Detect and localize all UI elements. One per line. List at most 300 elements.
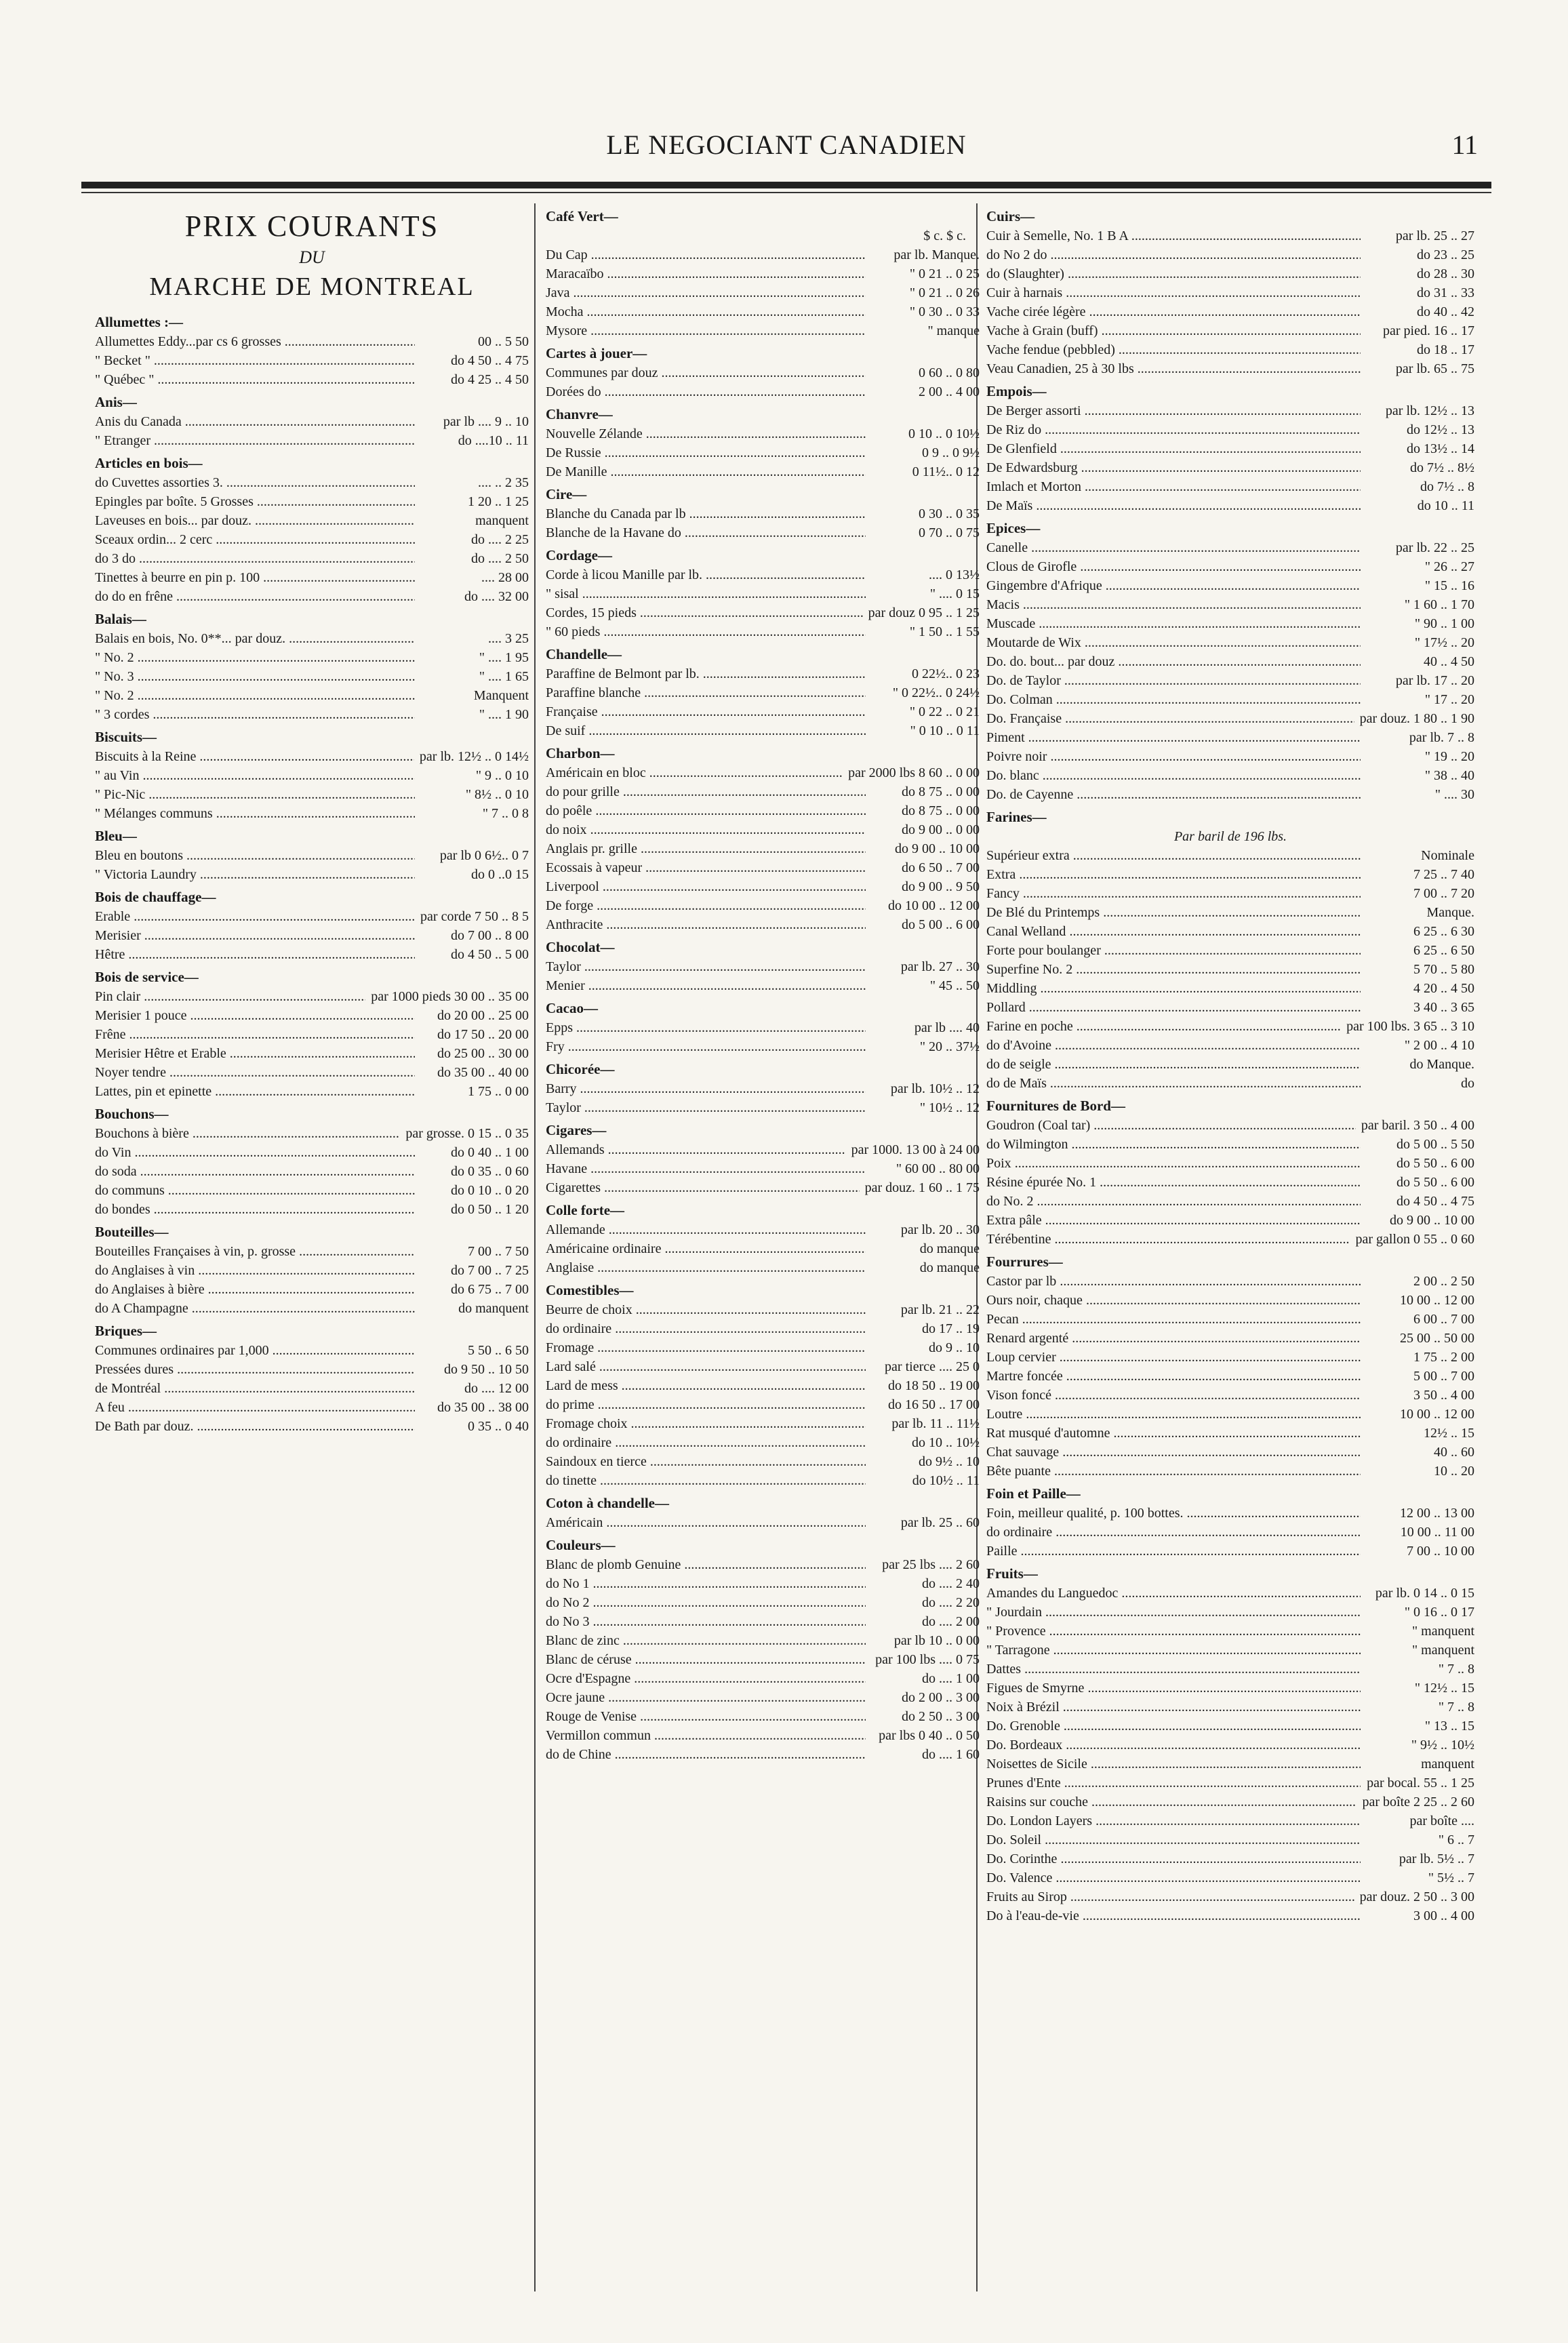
price-row	[986, 1717, 1474, 1736]
item-name: do do en frêne .....	[95, 587, 415, 606]
price-row	[546, 1726, 980, 1745]
price-row	[95, 1200, 529, 1219]
price-row	[546, 584, 980, 603]
category-heading: Cacao—	[546, 1000, 598, 1016]
running-title: LE NEGOCIANT CANADIEN	[606, 129, 967, 160]
item-price: 10 00 .. 12 00	[1400, 1293, 1474, 1308]
price-row	[986, 941, 1474, 960]
item-price: 0 30 .. 0 35	[919, 506, 980, 521]
item-name: " 3 cordes .....	[95, 705, 415, 724]
item-price: " .... 1 95	[479, 650, 529, 665]
category-heading: Balais—	[95, 611, 146, 627]
item-price: do 10½ .. 11	[912, 1473, 980, 1488]
item-price: do .... 2 20	[922, 1595, 980, 1610]
price-row	[986, 1424, 1474, 1443]
item-price: 5 00 .. 7 00	[1413, 1369, 1474, 1384]
category-heading: Foin et Paille—	[986, 1485, 1081, 1502]
price-row	[986, 747, 1474, 766]
item-name: do Anglaises à vin .....	[95, 1261, 415, 1280]
price-row	[95, 492, 529, 511]
price-row	[95, 1379, 529, 1398]
price-row	[546, 1452, 980, 1471]
item-name: Do. Bordeaux .....	[986, 1736, 1361, 1755]
price-row	[986, 1154, 1474, 1173]
price-row	[986, 1367, 1474, 1386]
category-heading: Allumettes :—	[95, 314, 184, 330]
item-price: 10 00 .. 12 00	[1400, 1407, 1474, 1422]
item-name: Do. Française .....	[986, 709, 1354, 728]
item-price: 3 50 .. 4 00	[1413, 1388, 1474, 1403]
section-title: PRIX COURANTS	[184, 209, 439, 243]
item-price: do 7½ .. 8½	[1410, 460, 1474, 475]
item-name: Chat sauvage .....	[986, 1443, 1361, 1462]
item-price: " 8½ .. 0 10	[465, 787, 529, 802]
item-price: do .... 1 00	[922, 1671, 980, 1686]
section-title-du: DU	[299, 247, 325, 267]
item-name: Imlach et Morton .....	[986, 477, 1361, 496]
item-price: do 10 .. 10½	[912, 1435, 980, 1450]
item-price: do 8 75 .. 0 00	[902, 784, 980, 799]
item-price: " manque	[927, 323, 980, 338]
item-price: " 26 .. 27	[1424, 559, 1474, 574]
price-row	[546, 976, 980, 995]
item-price: par lb .... 9 .. 10	[443, 414, 529, 429]
price-row	[546, 264, 980, 283]
item-price: 2 00 .. 4 00	[919, 384, 980, 399]
item-price: 2 00 .. 2 50	[1413, 1274, 1474, 1289]
item-price: par lb. 12½ .. 0 14½	[419, 749, 529, 764]
item-price: do 5 50 .. 6 00	[1396, 1156, 1474, 1171]
item-name: do poêle .....	[546, 801, 866, 820]
item-name: " No. 2 .....	[95, 648, 415, 667]
item-name: " au Vin .....	[95, 766, 415, 785]
item-price: 1 20 .. 1 25	[468, 494, 529, 509]
item-name: De forge .....	[546, 896, 866, 915]
price-row	[986, 1173, 1474, 1192]
item-price: .... 3 25	[488, 631, 529, 646]
item-name: do de Maïs .....	[986, 1074, 1361, 1093]
item-price: do 17 .. 19	[922, 1321, 980, 1336]
price-row	[986, 439, 1474, 458]
item-name: Piment .....	[986, 728, 1361, 747]
category-heading: Cigares—	[546, 1122, 607, 1138]
price-row	[986, 1310, 1474, 1329]
price-row	[986, 1793, 1474, 1811]
header-rule	[81, 182, 1491, 188]
price-row	[95, 667, 529, 686]
item-price: 7 25 .. 7 40	[1413, 867, 1474, 882]
price-row	[95, 945, 529, 964]
price-row	[986, 1542, 1474, 1561]
item-name: do (Slaughter) .....	[986, 264, 1361, 283]
item-name: Résine épurée No. 1 .....	[986, 1173, 1361, 1192]
item-price: do 35 00 .. 38 00	[437, 1400, 529, 1415]
price-row	[986, 340, 1474, 359]
item-price: do 9 .. 10	[929, 1340, 980, 1355]
item-name: " Mélanges communs .....	[95, 804, 415, 823]
item-price: " 15 .. 16	[1424, 578, 1474, 593]
item-price: 0 11½.. 0 12	[912, 464, 980, 479]
item-price: par lb. 5½ .. 7	[1399, 1851, 1474, 1866]
price-row	[546, 1300, 980, 1319]
price-row	[986, 785, 1474, 804]
item-name: Noisettes de Sicile .....	[986, 1755, 1361, 1774]
item-price: 3 40 .. 3 65	[1413, 1000, 1474, 1015]
price-row	[546, 1612, 980, 1631]
price-row	[546, 1376, 980, 1395]
price-row	[986, 614, 1474, 633]
price-row	[986, 1272, 1474, 1291]
item-name: Noix à Brézil .....	[986, 1698, 1361, 1717]
item-price: do 10 00 .. 12 00	[888, 898, 980, 913]
price-row	[986, 321, 1474, 340]
price-row	[986, 846, 1474, 865]
item-name: do soda .....	[95, 1162, 415, 1181]
item-price: par grosse. 0 15 .. 0 35	[405, 1126, 529, 1141]
item-name: do No 3 .....	[546, 1612, 866, 1631]
category-heading: Comestibles—	[546, 1282, 634, 1298]
item-price: manquent	[1421, 1757, 1474, 1771]
item-price: do 10 .. 11	[1417, 498, 1474, 513]
price-row	[546, 565, 980, 584]
item-price: " 7 .. 8	[1438, 1700, 1474, 1715]
price-row	[986, 1755, 1474, 1774]
item-name: Fancy .....	[986, 884, 1361, 903]
category-heading: Fruits—	[986, 1565, 1038, 1582]
price-row	[986, 1504, 1474, 1523]
item-name: Goudron (Coal tar) .....	[986, 1116, 1356, 1135]
price-row	[986, 359, 1474, 378]
item-price: 4 20 .. 4 50	[1413, 981, 1474, 996]
item-name: do tinette .....	[546, 1471, 866, 1490]
item-price: par lb. 7 .. 8	[1409, 730, 1474, 745]
price-row	[986, 1443, 1474, 1462]
item-name: do noix .....	[546, 820, 866, 839]
item-name: do Vin .....	[95, 1143, 415, 1162]
item-price: do 40 .. 42	[1417, 304, 1474, 319]
item-price: par lbs 0 40 .. 0 50	[879, 1728, 980, 1743]
item-name: Laveuses en bois... par douz. .....	[95, 511, 415, 530]
item-name: De Blé du Printemps .....	[986, 903, 1361, 922]
price-row	[986, 557, 1474, 576]
item-price: 6 25 .. 6 30	[1413, 924, 1474, 939]
item-price: " 0 16 .. 0 17	[1404, 1605, 1474, 1620]
item-price: do .... 12 00	[464, 1381, 529, 1396]
item-name: Fruits au Sirop .....	[986, 1887, 1354, 1906]
price-row	[986, 652, 1474, 671]
item-price: do 5 50 .. 6 00	[1396, 1175, 1474, 1190]
item-price: 0 35 .. 0 40	[468, 1419, 529, 1434]
price-row	[95, 648, 529, 667]
price-row	[986, 477, 1474, 496]
price-row	[95, 686, 529, 705]
price-row	[546, 1433, 980, 1452]
category-heading: Fournitures de Bord—	[986, 1098, 1125, 1114]
item-price: manquent	[475, 513, 529, 528]
price-row	[546, 1220, 980, 1239]
price-row	[986, 1329, 1474, 1348]
price-row	[95, 511, 529, 530]
item-price: " 0 30 .. 0 33	[909, 304, 980, 319]
price-row	[986, 226, 1474, 245]
price-row	[986, 709, 1474, 728]
price-row	[986, 264, 1474, 283]
item-name: Blanc de céruse .....	[546, 1650, 866, 1669]
item-name: Frêne .....	[95, 1025, 415, 1044]
item-price: do Manque.	[1409, 1057, 1474, 1072]
item-name: Do. Valence .....	[986, 1868, 1361, 1887]
item-price: par 100 lbs. 3 65 .. 3 10	[1346, 1019, 1474, 1034]
category-heading: Charbon—	[546, 745, 615, 761]
item-name: Do. Corinthe .....	[986, 1849, 1361, 1868]
item-name: Do. Soleil .....	[986, 1830, 1361, 1849]
item-price: 1 75 .. 2 00	[1413, 1350, 1474, 1365]
category-note: Par baril de 196 lbs.	[1173, 829, 1287, 844]
price-row	[986, 458, 1474, 477]
item-price: Manque.	[1426, 905, 1474, 920]
item-name: Corde à licou Manille par lb. .....	[546, 565, 866, 584]
price-row	[986, 1906, 1474, 1925]
item-price: par lb. 12½ .. 13	[1385, 403, 1474, 418]
category-heading: Epices—	[986, 520, 1041, 536]
price-row	[986, 979, 1474, 998]
price-row	[546, 801, 980, 820]
category-heading: Empois—	[986, 383, 1047, 399]
price-row	[95, 1181, 529, 1200]
item-name: Allemande .....	[546, 1220, 866, 1239]
category-heading: Fourrures—	[986, 1254, 1063, 1270]
item-name: Taylor .....	[546, 1098, 866, 1117]
price-row	[95, 1341, 529, 1360]
price-sections	[986, 206, 1474, 1925]
price-row	[546, 683, 980, 702]
item-name: " Provence .....	[986, 1622, 1361, 1641]
item-name: do de Chine .....	[546, 1745, 866, 1764]
price-row	[986, 1405, 1474, 1424]
item-price: do .... 2 25	[471, 532, 529, 547]
item-price: par lb. 0 14 .. 0 15	[1375, 1586, 1474, 1601]
item-name: do No 2 do .....	[986, 245, 1361, 264]
category-heading: Chandelle—	[546, 646, 622, 662]
item-name: Fromage choix .....	[546, 1414, 866, 1433]
price-row	[986, 903, 1474, 922]
price-row	[986, 1211, 1474, 1230]
item-price: do 35 00 .. 40 00	[437, 1065, 529, 1080]
category-heading: Couleurs—	[546, 1537, 616, 1553]
price-row	[546, 858, 980, 877]
item-price: do .... 2 50	[471, 551, 529, 566]
item-name: Anthracite .....	[546, 915, 866, 934]
item-price: par lb. 27 .. 30	[900, 959, 980, 974]
item-price: " manquent	[1411, 1643, 1474, 1658]
item-price: do manque	[919, 1260, 980, 1275]
item-price: do 17 50 .. 20 00	[437, 1027, 529, 1042]
item-price: 12 00 .. 13 00	[1400, 1506, 1474, 1521]
price-row	[986, 1523, 1474, 1542]
item-name: Fromage .....	[546, 1338, 866, 1357]
category-heading: Farines—	[986, 809, 1047, 825]
price-row	[986, 865, 1474, 884]
item-price: " 0 21 .. 0 26	[909, 285, 980, 300]
item-price: do .... 32 00	[464, 589, 529, 604]
item-price: par douz. 2 50 .. 3 00	[1359, 1889, 1474, 1904]
item-name: Mysore .....	[546, 321, 866, 340]
item-name: " No. 2 .....	[95, 686, 415, 705]
price-row	[546, 1079, 980, 1098]
item-name: Américain en bloc .....	[546, 763, 843, 782]
item-name: do prime .....	[546, 1395, 866, 1414]
price-row	[546, 1258, 980, 1277]
item-name: Hêtre .....	[95, 945, 415, 964]
item-name: Dattes .....	[986, 1660, 1361, 1679]
item-price: " 13 .. 15	[1424, 1719, 1474, 1734]
price-row	[95, 549, 529, 568]
price-row	[95, 530, 529, 549]
item-price: do 12½ .. 13	[1407, 422, 1474, 437]
item-name: " Etranger .....	[95, 431, 415, 450]
item-price: " 17 .. 20	[1424, 692, 1474, 707]
item-name: Liverpool .....	[546, 877, 866, 896]
item-name: Canal Welland .....	[986, 922, 1361, 941]
item-name: Amandes du Languedoc .....	[986, 1584, 1361, 1603]
price-row	[986, 1584, 1474, 1603]
price-row	[546, 462, 980, 481]
item-name: De suif .....	[546, 721, 866, 740]
item-price: par gallon 0 55 .. 0 60	[1355, 1232, 1474, 1247]
price-row	[95, 587, 529, 606]
item-name: Nouvelle Zélande .....	[546, 424, 866, 443]
price-row	[546, 763, 980, 782]
category-heading: Cire—	[546, 486, 587, 502]
item-name: Anglais pr. grille .....	[546, 839, 866, 858]
category-heading: Chocolat—	[546, 939, 615, 955]
item-name: Menier .....	[546, 976, 866, 995]
price-row	[546, 443, 980, 462]
item-price: par lb 0 6½.. 0 7	[439, 848, 529, 863]
item-name: Foin, meilleur qualité, p. 100 bottes. .....	[986, 1504, 1361, 1523]
item-price: par douz. 1 80 .. 1 90	[1359, 711, 1474, 726]
price-row	[95, 1299, 529, 1318]
item-name: Java .....	[546, 283, 866, 302]
price-row	[986, 884, 1474, 903]
item-name: Vache fendue (pebbled) .....	[986, 340, 1361, 359]
price-row	[95, 1143, 529, 1162]
price-row	[986, 1348, 1474, 1367]
category-heading: Chicorée—	[546, 1061, 615, 1077]
item-price: do .... 2 00	[922, 1614, 980, 1629]
price-row	[95, 473, 529, 492]
item-name: de Montréal .....	[95, 1379, 415, 1398]
price-row	[95, 804, 529, 823]
item-name: Cordes, 15 pieds .....	[546, 603, 863, 622]
price-row	[546, 1555, 980, 1574]
item-price: do 8 75 .. 0 00	[902, 803, 980, 818]
item-name: do Cuvettes assorties 3. .....	[95, 473, 415, 492]
price-row	[95, 1063, 529, 1082]
price-row	[546, 1669, 980, 1688]
item-price: do manquent	[458, 1301, 529, 1316]
price-row	[986, 1868, 1474, 1887]
item-price: do ....10 .. 11	[458, 433, 529, 448]
item-price: par lb. 11 .. 11½	[891, 1416, 980, 1431]
item-price: " .... 0 15	[929, 586, 980, 601]
item-name: A feu .....	[95, 1398, 415, 1417]
price-row	[986, 283, 1474, 302]
price-row	[95, 568, 529, 587]
item-name: Française .....	[546, 702, 866, 721]
item-name: Communes ordinaires par 1,000 .....	[95, 1341, 415, 1360]
item-price: .... .. 2 35	[478, 475, 529, 490]
item-price: do 31 .. 33	[1417, 285, 1474, 300]
price-row	[546, 915, 980, 934]
item-name: do ordinaire .....	[546, 1319, 866, 1338]
item-price: " 90 .. 1 00	[1414, 616, 1474, 631]
item-price: do 18 50 .. 19 00	[888, 1378, 980, 1393]
item-price: par lb 10 .. 0 00	[893, 1633, 980, 1648]
item-name: Ours noir, chaque .....	[986, 1291, 1361, 1310]
price-row	[986, 998, 1474, 1017]
item-price: " 5½ .. 7	[1428, 1870, 1474, 1885]
item-price: do manque	[919, 1241, 980, 1256]
item-name: do No. 2 .....	[986, 1192, 1361, 1211]
item-name: Merisier Hêtre et Erable .....	[95, 1044, 415, 1063]
price-row	[95, 412, 529, 431]
item-price: 0 10 .. 0 10½	[908, 426, 980, 441]
item-price: par lb. 22 .. 25	[1395, 540, 1474, 555]
item-price: par boîte 2 25 .. 2 60	[1362, 1795, 1474, 1809]
item-price: " 10½ .. 12	[919, 1100, 980, 1115]
price-row	[95, 1006, 529, 1025]
item-name: Vison foncé .....	[986, 1386, 1361, 1405]
item-name: De Riz do .....	[986, 420, 1361, 439]
item-name: Rouge de Venise .....	[546, 1707, 866, 1726]
item-price: par lb. 25 .. 60	[900, 1515, 980, 1530]
item-price: 10 .. 20	[1434, 1464, 1474, 1479]
price-row	[986, 633, 1474, 652]
item-name: do 3 do .....	[95, 549, 415, 568]
price-row	[95, 1082, 529, 1101]
item-name: " Pic-Nic .....	[95, 785, 415, 804]
item-name: Merisier 1 pouce .....	[95, 1006, 415, 1025]
price-row	[986, 420, 1474, 439]
item-price: par 1000 pieds 30 00 .. 35 00	[371, 989, 529, 1004]
item-price: par boîte ....	[1409, 1814, 1474, 1828]
item-price: .... 0 13½	[929, 567, 980, 582]
item-name: Allumettes Eddy...par cs 6 grosses .....	[95, 332, 415, 351]
price-row	[546, 363, 980, 382]
price-row	[546, 523, 980, 542]
item-name: " Québec " .....	[95, 370, 415, 389]
item-name: De Berger assorti .....	[986, 401, 1361, 420]
item-price: do	[1461, 1076, 1474, 1091]
item-price: .... 28 00	[481, 570, 529, 585]
item-name: Saindoux en tierce .....	[546, 1452, 866, 1471]
item-price: do 0 50 .. 1 20	[451, 1202, 529, 1217]
item-name: Do. de Cayenne .....	[986, 785, 1361, 804]
price-row	[986, 1698, 1474, 1717]
item-price: par 25 lbs .... 2 60	[882, 1557, 980, 1572]
item-price: " 1 50 .. 1 55	[909, 624, 980, 639]
price-row	[546, 1159, 980, 1178]
price-row	[986, 1660, 1474, 1679]
currency-header: $ c. $ c.	[923, 228, 966, 243]
item-name: Muscade .....	[986, 614, 1361, 633]
price-row	[95, 926, 529, 945]
item-name: Supérieur extra .....	[986, 846, 1361, 865]
category-heading: Briques—	[95, 1323, 157, 1339]
item-price: par lb. 10½ .. 12	[890, 1081, 980, 1096]
item-price: do 28 .. 30	[1417, 266, 1474, 281]
